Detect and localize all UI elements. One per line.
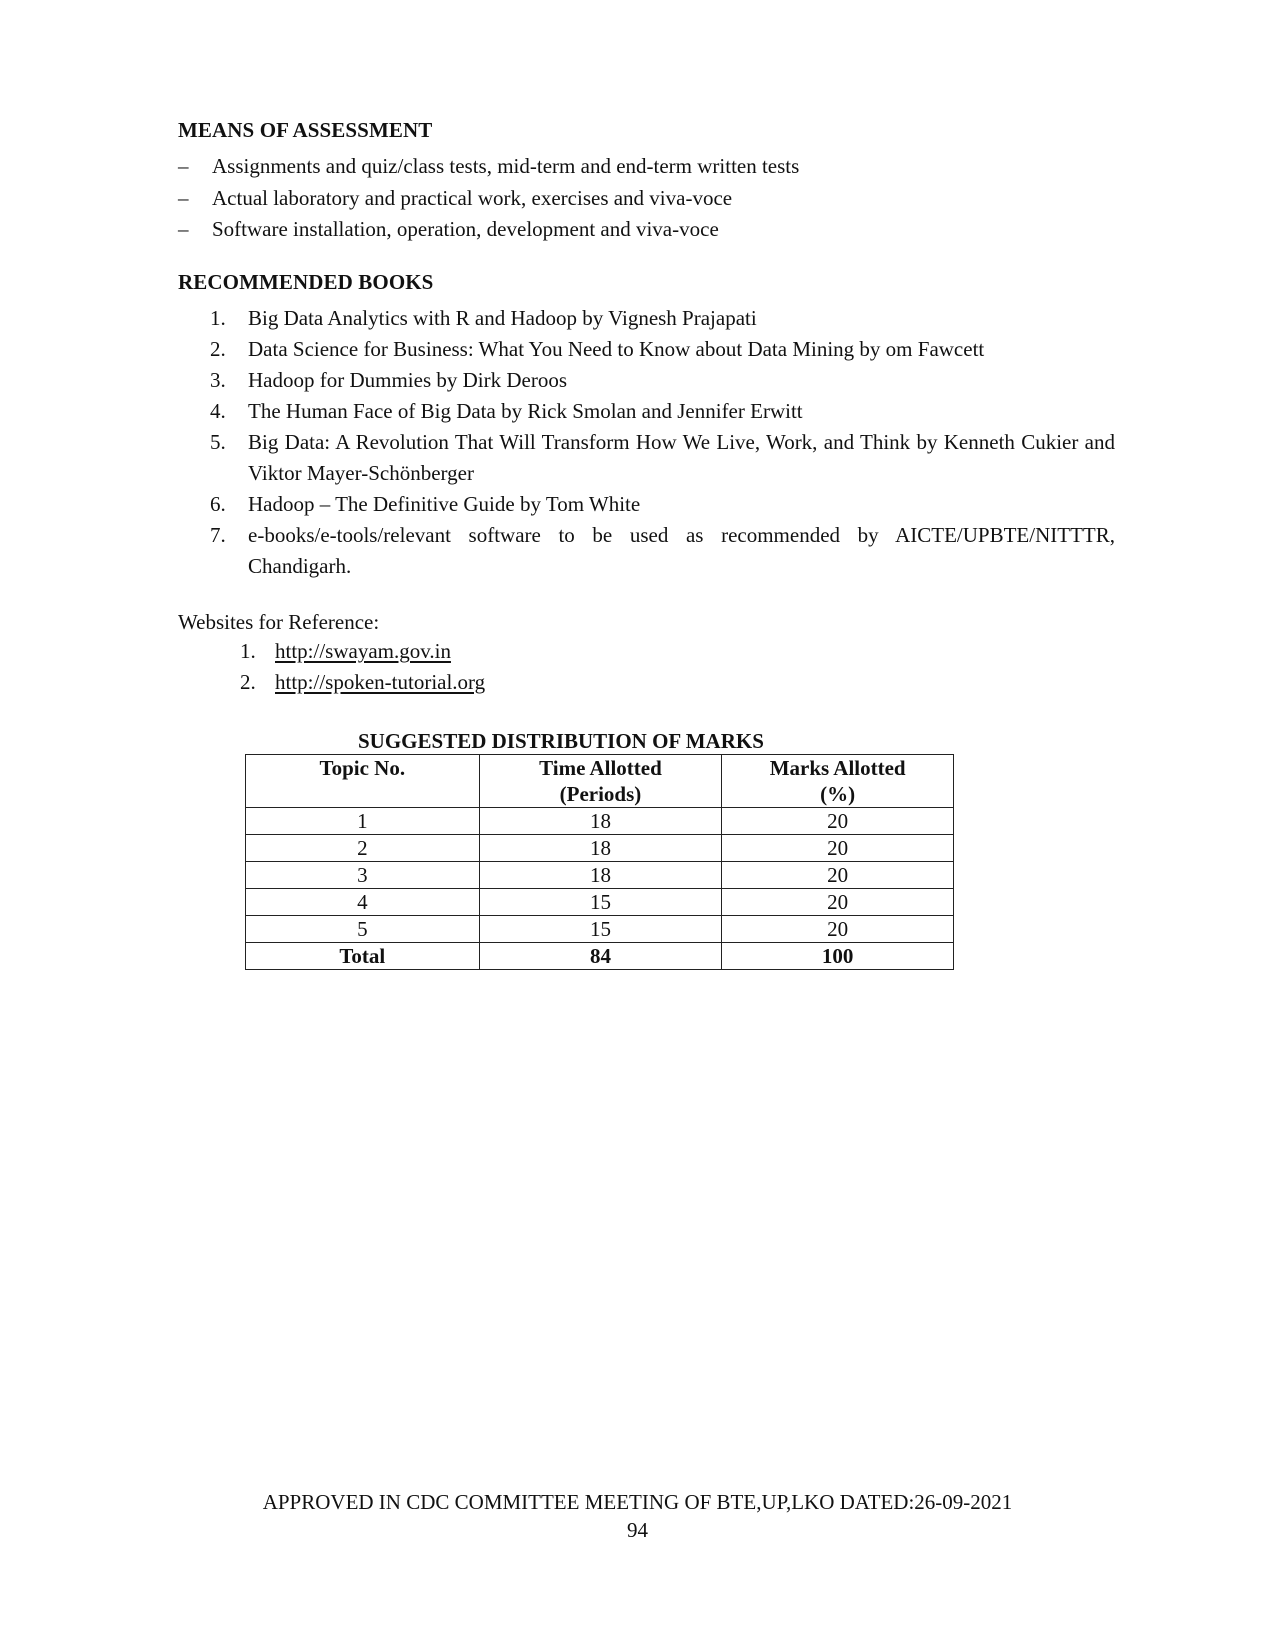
- table-row: [246, 835, 954, 862]
- cell-marks: 20: [722, 835, 954, 862]
- item-number: 2.: [240, 670, 256, 694]
- assessment-item-text: Software installation, operation, development and viva-voce: [212, 217, 719, 241]
- item-number: 1.: [210, 306, 226, 330]
- cell-time: 15: [479, 916, 722, 943]
- website-link-swayam[interactable]: http://swayam.gov.in: [275, 639, 451, 663]
- assessment-item-text: Actual laboratory and practical work, exercises and viva-voce: [212, 185, 733, 210]
- list-item: [210, 520, 1115, 582]
- item-number: 5.: [210, 430, 226, 454]
- cell-total-time: 84: [479, 943, 722, 970]
- book-title: e-books/e-tools/relevant software to be used as recommended by AICTE/UPBTE/NITTTR, Chandigarh.: [248, 523, 1115, 578]
- page-number: 94: [627, 1518, 648, 1542]
- cell-marks: 20: [722, 889, 954, 916]
- list-item: [210, 396, 1115, 427]
- list-item: [210, 365, 1115, 396]
- book-title: Big Data: A Revolution That Will Transform How We Live, Work, and Think by Kenneth Cukier and Viktor Mayer-Schönberger: [248, 430, 1115, 485]
- item-number: 3.: [210, 368, 226, 392]
- dash-bullet: –: [178, 154, 189, 178]
- header-line: Time Allotted: [539, 756, 662, 780]
- cell-time: 18: [479, 808, 722, 835]
- assessment-heading: MEANS OF ASSESSMENT: [178, 118, 433, 142]
- approval-footer: APPROVED IN CDC COMMITTEE MEETING OF BTE,UP,LKO DATED:26-09-2021: [262, 1490, 1013, 1514]
- cell-marks: 20: [722, 862, 954, 889]
- list-item: [240, 667, 485, 698]
- table-total-row: [246, 943, 954, 970]
- dash-bullet: –: [178, 217, 189, 241]
- cell-topic: 1: [246, 808, 480, 835]
- list-item: [210, 303, 1115, 334]
- book-title: Hadoop for Dummies by Dirk Deroos: [248, 368, 568, 392]
- cell-time: 18: [479, 835, 722, 862]
- table-header-row: [246, 755, 954, 808]
- marks-distribution-table: [245, 754, 954, 970]
- cell-topic: 5: [246, 916, 480, 943]
- header-line: (%): [820, 782, 856, 806]
- header-topic-no: [246, 755, 480, 808]
- header-line: (Periods): [559, 782, 642, 806]
- table-title: SUGGESTED DISTRIBUTION OF MARKS: [358, 729, 764, 753]
- cell-topic: 2: [246, 835, 480, 862]
- website-link-spoken-tutorial[interactable]: http://spoken-tutorial.org: [275, 670, 486, 694]
- header-marks-allotted: [722, 755, 954, 808]
- list-item: [178, 151, 799, 183]
- cell-total-marks: 100: [722, 943, 954, 970]
- books-heading: RECOMMENDED BOOKS: [178, 270, 434, 294]
- cell-total-label: Total: [246, 943, 480, 970]
- list-item: [210, 427, 1115, 489]
- websites-list: [240, 636, 485, 698]
- table-row: [246, 916, 954, 943]
- assessment-list: [178, 151, 799, 246]
- cell-marks: 20: [722, 916, 954, 943]
- websites-label: Websites for Reference:: [178, 610, 380, 634]
- table-row: [246, 889, 954, 916]
- cell-time: 15: [479, 889, 722, 916]
- dash-bullet: –: [178, 185, 189, 210]
- item-number: 2.: [210, 337, 226, 361]
- cell-marks: 20: [722, 808, 954, 835]
- table-row: [246, 862, 954, 889]
- assessment-item-text: Assignments and quiz/class tests, mid-term and end-term written tests: [212, 154, 800, 178]
- book-title: Hadoop – The Definitive Guide by Tom White: [248, 492, 641, 516]
- item-number: 6.: [210, 492, 226, 516]
- header-line: Marks Allotted: [769, 756, 906, 780]
- item-number: 4.: [210, 399, 226, 423]
- book-title: Big Data Analytics with R and Hadoop by Vignesh Prajapati: [248, 306, 757, 330]
- list-item: [210, 334, 1115, 365]
- list-item: [210, 489, 1115, 520]
- list-item: [240, 636, 485, 667]
- cell-topic: 3: [246, 862, 480, 889]
- list-item: [178, 214, 799, 246]
- book-title: Data Science for Business: What You Need to Know about Data Mining by om Fawcett: [248, 337, 985, 361]
- cell-time: 18: [479, 862, 722, 889]
- books-list: [210, 303, 1115, 582]
- item-number: 1.: [240, 639, 256, 663]
- cell-topic: 4: [246, 889, 480, 916]
- item-number: 7.: [210, 523, 226, 547]
- list-item: [178, 183, 799, 215]
- header-time-allotted: [479, 755, 722, 808]
- header-line: Topic No.: [319, 756, 406, 780]
- book-title: The Human Face of Big Data by Rick Smolan and Jennifer Erwitt: [248, 399, 803, 423]
- table-row: [246, 808, 954, 835]
